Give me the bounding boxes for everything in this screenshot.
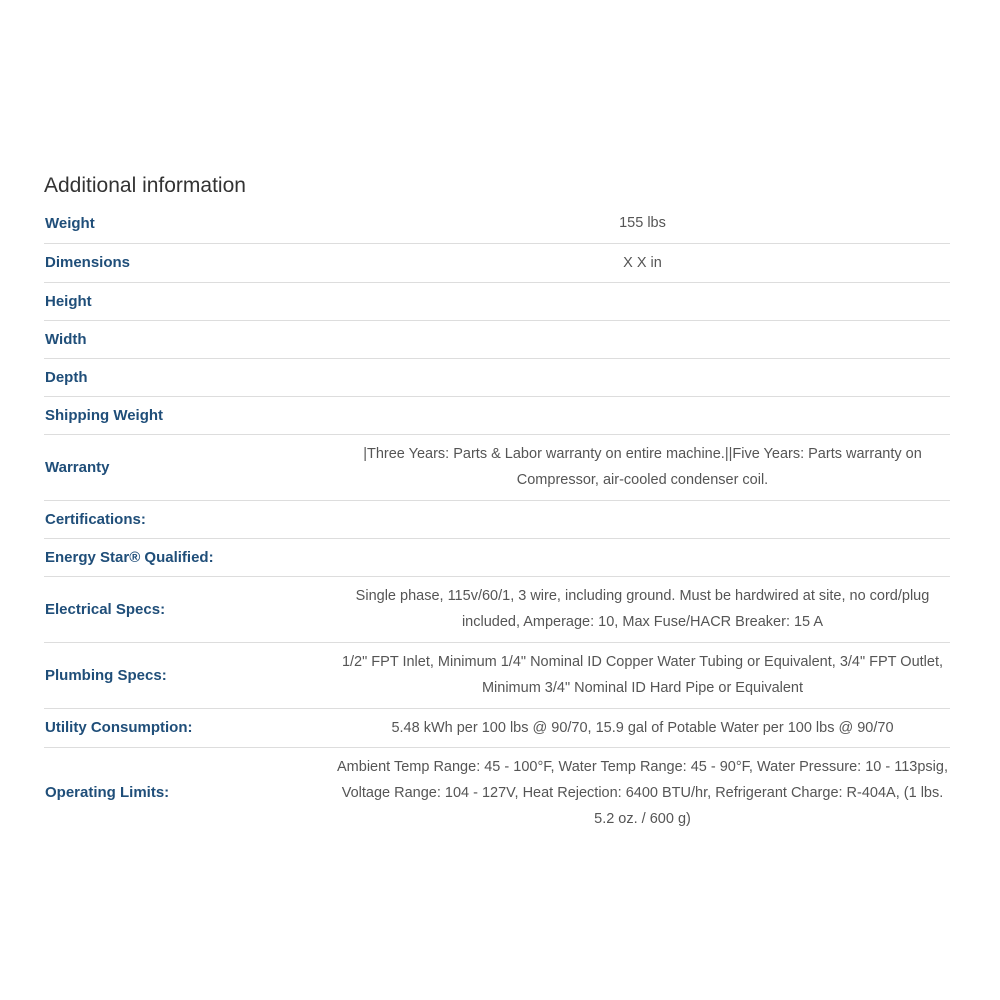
section-title: Additional information	[44, 174, 246, 197]
table-row-warranty	[44, 434, 950, 500]
row-label: Width	[45, 330, 87, 348]
row-label: Weight	[45, 214, 95, 232]
row-value	[335, 358, 950, 396]
row-label: Plumbing Specs:	[45, 666, 167, 684]
table-row-dimensions	[44, 243, 950, 282]
table-row-width	[44, 320, 950, 358]
table-row-electrical-specs	[44, 576, 950, 642]
row-value	[335, 320, 950, 358]
row-label: Height	[45, 292, 92, 310]
row-value	[335, 396, 950, 434]
row-label: Dimensions	[45, 254, 131, 271]
row-value: Single phase, 115v/60/1, 3 wire, including ground. Must be hardwired at site, no cord/plug included, Amperage: 10, Max Fuse/HACR Breaker: 15 A	[355, 588, 930, 630]
row-value: 5.48 kWh per 100 lbs @ 90/70, 15.9 gal of Potable Water per 100 lbs @ 90/70	[391, 719, 894, 736]
row-label: Utility Consumption:	[45, 719, 193, 736]
table-row-height	[44, 282, 950, 320]
row-value: Ambient Temp Range: 45 - 100°F, Water Temp Range: 45 - 90°F, Water Pressure: 10 - 113psig, Voltage Range: 104 - 127V, Heat Rejection: 6400 BTU/hr, Refrigerant Charge: R-404A, (1 lbs. 5.2 oz. / 600 g)	[337, 758, 948, 827]
row-label: Operating Limits:	[45, 784, 170, 801]
row-value: 1/2" FPT Inlet, Minimum 1/4" Nominal ID Copper Water Tubing or Equivalent, 3/4" FPT Outlet, Minimum 3/4" Nominal ID Hard Pipe or Equivalent	[341, 654, 944, 696]
row-value	[335, 500, 950, 538]
table-row-energy-star	[44, 538, 950, 576]
table-row-utility-consumption	[44, 708, 950, 747]
table-row-operating-limits	[44, 747, 950, 838]
table-row-certifications	[44, 500, 950, 538]
row-label: Warranty	[45, 458, 110, 476]
table-row-shipping-weight	[44, 396, 950, 434]
row-label: Energy Star® Qualified:	[45, 548, 214, 566]
row-value: X X in	[623, 254, 662, 271]
specs-table	[44, 204, 950, 838]
row-label: Depth	[45, 368, 88, 386]
row-label: Certifications:	[45, 510, 146, 528]
row-value: 155 lbs	[619, 215, 666, 232]
row-value: |Three Years: Parts & Labor warranty on entire machine.||Five Years: Parts warranty on Compressor, air-cooled condenser coil.	[363, 446, 922, 488]
row-label: Shipping Weight	[45, 406, 164, 424]
row-value	[335, 538, 950, 576]
table-row-depth	[44, 358, 950, 396]
row-value	[335, 282, 950, 320]
table-row-plumbing-specs	[44, 642, 950, 708]
row-label: Electrical Specs:	[45, 600, 166, 618]
additional-information-section	[44, 168, 950, 838]
table-row-weight	[44, 204, 950, 243]
